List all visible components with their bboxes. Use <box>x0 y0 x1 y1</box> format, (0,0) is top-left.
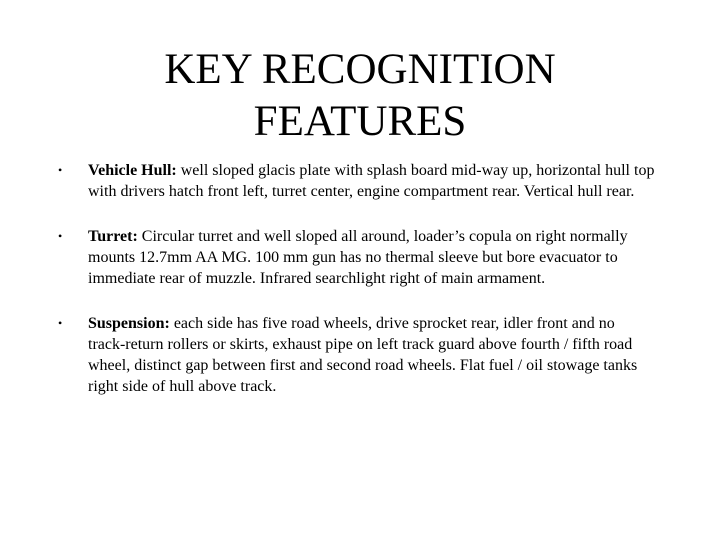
bullet-text: Circular turret and well sloped all around, loader’s copula on right normally mounts 12.7mm AA MG. 100 mm gun has no thermal sleeve but bore evacuator to immediate rear of muzzle. Infrared searchlight right of main armament. <box>88 228 628 287</box>
bullet-vehicle-hull <box>56 160 656 202</box>
slide-title-line-2: FEATURES <box>253 98 467 145</box>
bullet-term: Vehicle Hull: <box>88 162 177 179</box>
bullet-dot-icon: • <box>58 229 63 243</box>
bullet-term: Turret: <box>88 228 138 245</box>
bullet-term: Suspension: <box>88 315 170 332</box>
bullet-dot-icon: • <box>58 316 63 330</box>
bullet-turret <box>56 226 656 289</box>
bullet-suspension <box>56 313 656 397</box>
bullet-dot-icon: • <box>58 163 63 177</box>
slide-title-line-1: KEY RECOGNITION <box>164 46 556 93</box>
bullet-text: each side has five road wheels, drive sprocket rear, idler front and no track-return rollers or skirts, exhaust pipe on left track guard above fourth / fifth road wheel, distinct gap between first and second road wheels. Flat fuel / oil stowage tanks right side of hull above track. <box>88 315 638 395</box>
feature-bullet-list <box>56 160 656 397</box>
bullet-text: well sloped glacis plate with splash board mid-way up, horizontal hull top with drivers hatch front left, turret center, engine compartment rear. Vertical hull rear. <box>88 162 655 200</box>
slide-title <box>0 44 720 148</box>
